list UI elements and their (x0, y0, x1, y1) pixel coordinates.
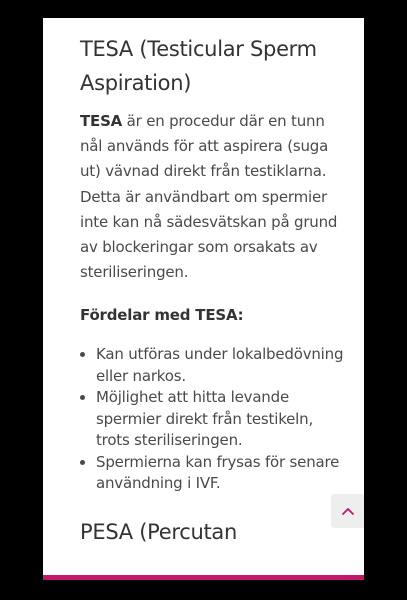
list-item: • Kan utföras under lokalbedövning eller narkos. (96, 344, 350, 387)
accent-bar (43, 575, 364, 580)
advantages-list (80, 344, 350, 495)
intro-paragraph (80, 109, 350, 285)
list-item: • Spermierna kan frysas för senare användning i IVF. (96, 452, 350, 495)
page (43, 18, 364, 580)
intro-bold-term: TESA (80, 112, 123, 130)
section-title: TESA (Testicular Sperm Aspiration) (80, 37, 317, 95)
chevron-up-icon (341, 504, 355, 518)
article-content (80, 32, 350, 549)
scroll-to-top-button[interactable] (331, 494, 364, 528)
intro-text: är en procedur där en tunn nål används för att aspirera (suga ut) vävnad direkt från testiklarna. Detta är användbart om spermier inte kan nå sädesvätskan på grund av blockeringar som orsakats av steriliseringen. (80, 112, 338, 282)
list-item: • Möjlighet att hitta levande spermier direkt från testikeln, trots steriliseringen. (96, 387, 350, 452)
next-section-title: PESA (Percutan (80, 519, 237, 544)
advantages-heading: Fördelar med TESA: (80, 306, 244, 325)
